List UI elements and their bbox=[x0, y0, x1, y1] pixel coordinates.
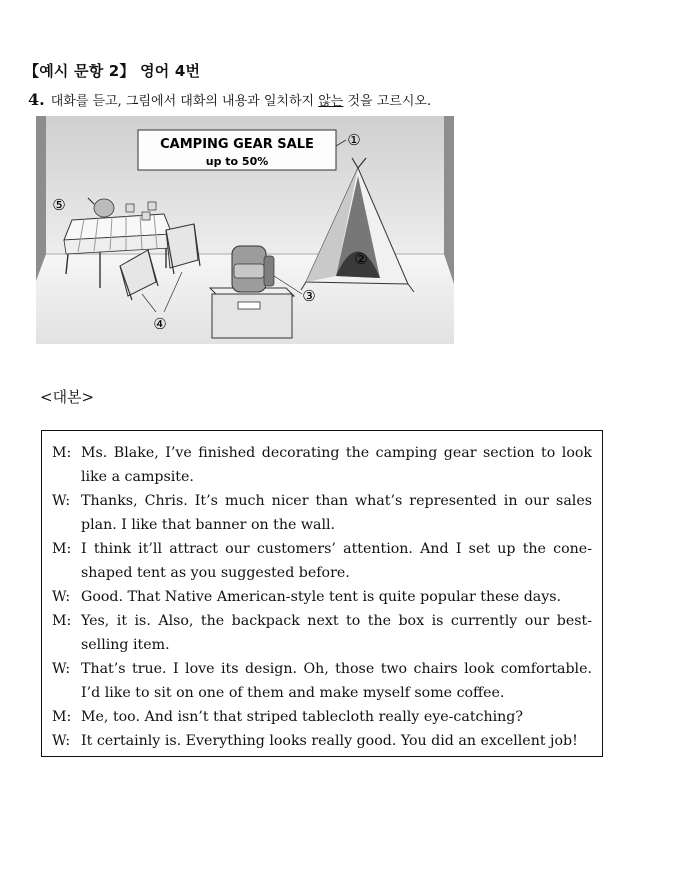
dialogue-line bbox=[52, 441, 592, 489]
speaker: W: bbox=[52, 661, 71, 677]
utterance: That’s true. I love its design. Oh, those two chairs look comfortable. I’d like to sit on one of them and make myself some coffee. bbox=[81, 661, 592, 701]
utterance: Good. That Native American-style tent is quite popular these days. bbox=[81, 589, 562, 605]
speaker: M: bbox=[52, 709, 72, 725]
utterance: Thanks, Chris. It’s much nicer than what’s represented in our sales plan. I like that banner on the wall. bbox=[81, 493, 592, 533]
banner-title: CAMPING GEAR SALE bbox=[160, 137, 314, 152]
question-underlined-word: 않는 bbox=[318, 94, 344, 109]
question-prompt bbox=[28, 90, 431, 109]
banner-subtitle: up to 50% bbox=[205, 155, 269, 168]
storage-box bbox=[210, 288, 294, 338]
utterance: It certainly is. Everything looks really good. You did an excellent job! bbox=[81, 733, 578, 749]
utterance: Ms. Blake, I’ve finished decorating the camping gear section to look like a campsite. bbox=[81, 445, 592, 485]
speaker: W: bbox=[52, 493, 71, 509]
question-text-before: 대화를 듣고, 그림에서 대화의 내용과 일치하지 bbox=[50, 94, 319, 109]
dialogue-line bbox=[52, 489, 592, 537]
speaker: M: bbox=[52, 445, 72, 461]
camping-illustration bbox=[36, 116, 454, 344]
speaker: M: bbox=[52, 541, 72, 557]
utterance: Yes, it is. Also, the backpack next to the box is currently our best-selling item. bbox=[81, 613, 592, 653]
exam-item-heading: 【예시 문항 2】 영어 4번 bbox=[24, 62, 201, 80]
speaker: W: bbox=[52, 733, 71, 749]
dialogue-line bbox=[52, 537, 592, 585]
marker-4: ④ bbox=[153, 315, 167, 333]
utterance: Me, too. And isn’t that striped tablecloth really eye-catching? bbox=[81, 709, 523, 725]
dialogue-line bbox=[52, 729, 592, 753]
sale-banner bbox=[138, 130, 336, 170]
marker-1: ① bbox=[347, 131, 361, 149]
marker-2: ② bbox=[354, 250, 368, 268]
marker-3: ③ bbox=[302, 287, 316, 305]
dialogue-line bbox=[52, 585, 592, 609]
question-text-after: 것을 고르시오. bbox=[343, 94, 432, 109]
marker-5: ⑤ bbox=[52, 196, 66, 214]
dialogue-box bbox=[41, 430, 603, 757]
question-number: 4. bbox=[28, 90, 45, 109]
speaker: W: bbox=[52, 589, 71, 605]
utterance: I think it’ll attract our customers’ attention. And I set up the cone-shaped tent as you suggested before. bbox=[81, 541, 592, 581]
dialogue-line bbox=[52, 705, 592, 729]
dialogue-line bbox=[52, 609, 592, 657]
speaker: M: bbox=[52, 613, 72, 629]
script-title: <대본> bbox=[40, 388, 95, 406]
dialogue-line bbox=[52, 657, 592, 705]
